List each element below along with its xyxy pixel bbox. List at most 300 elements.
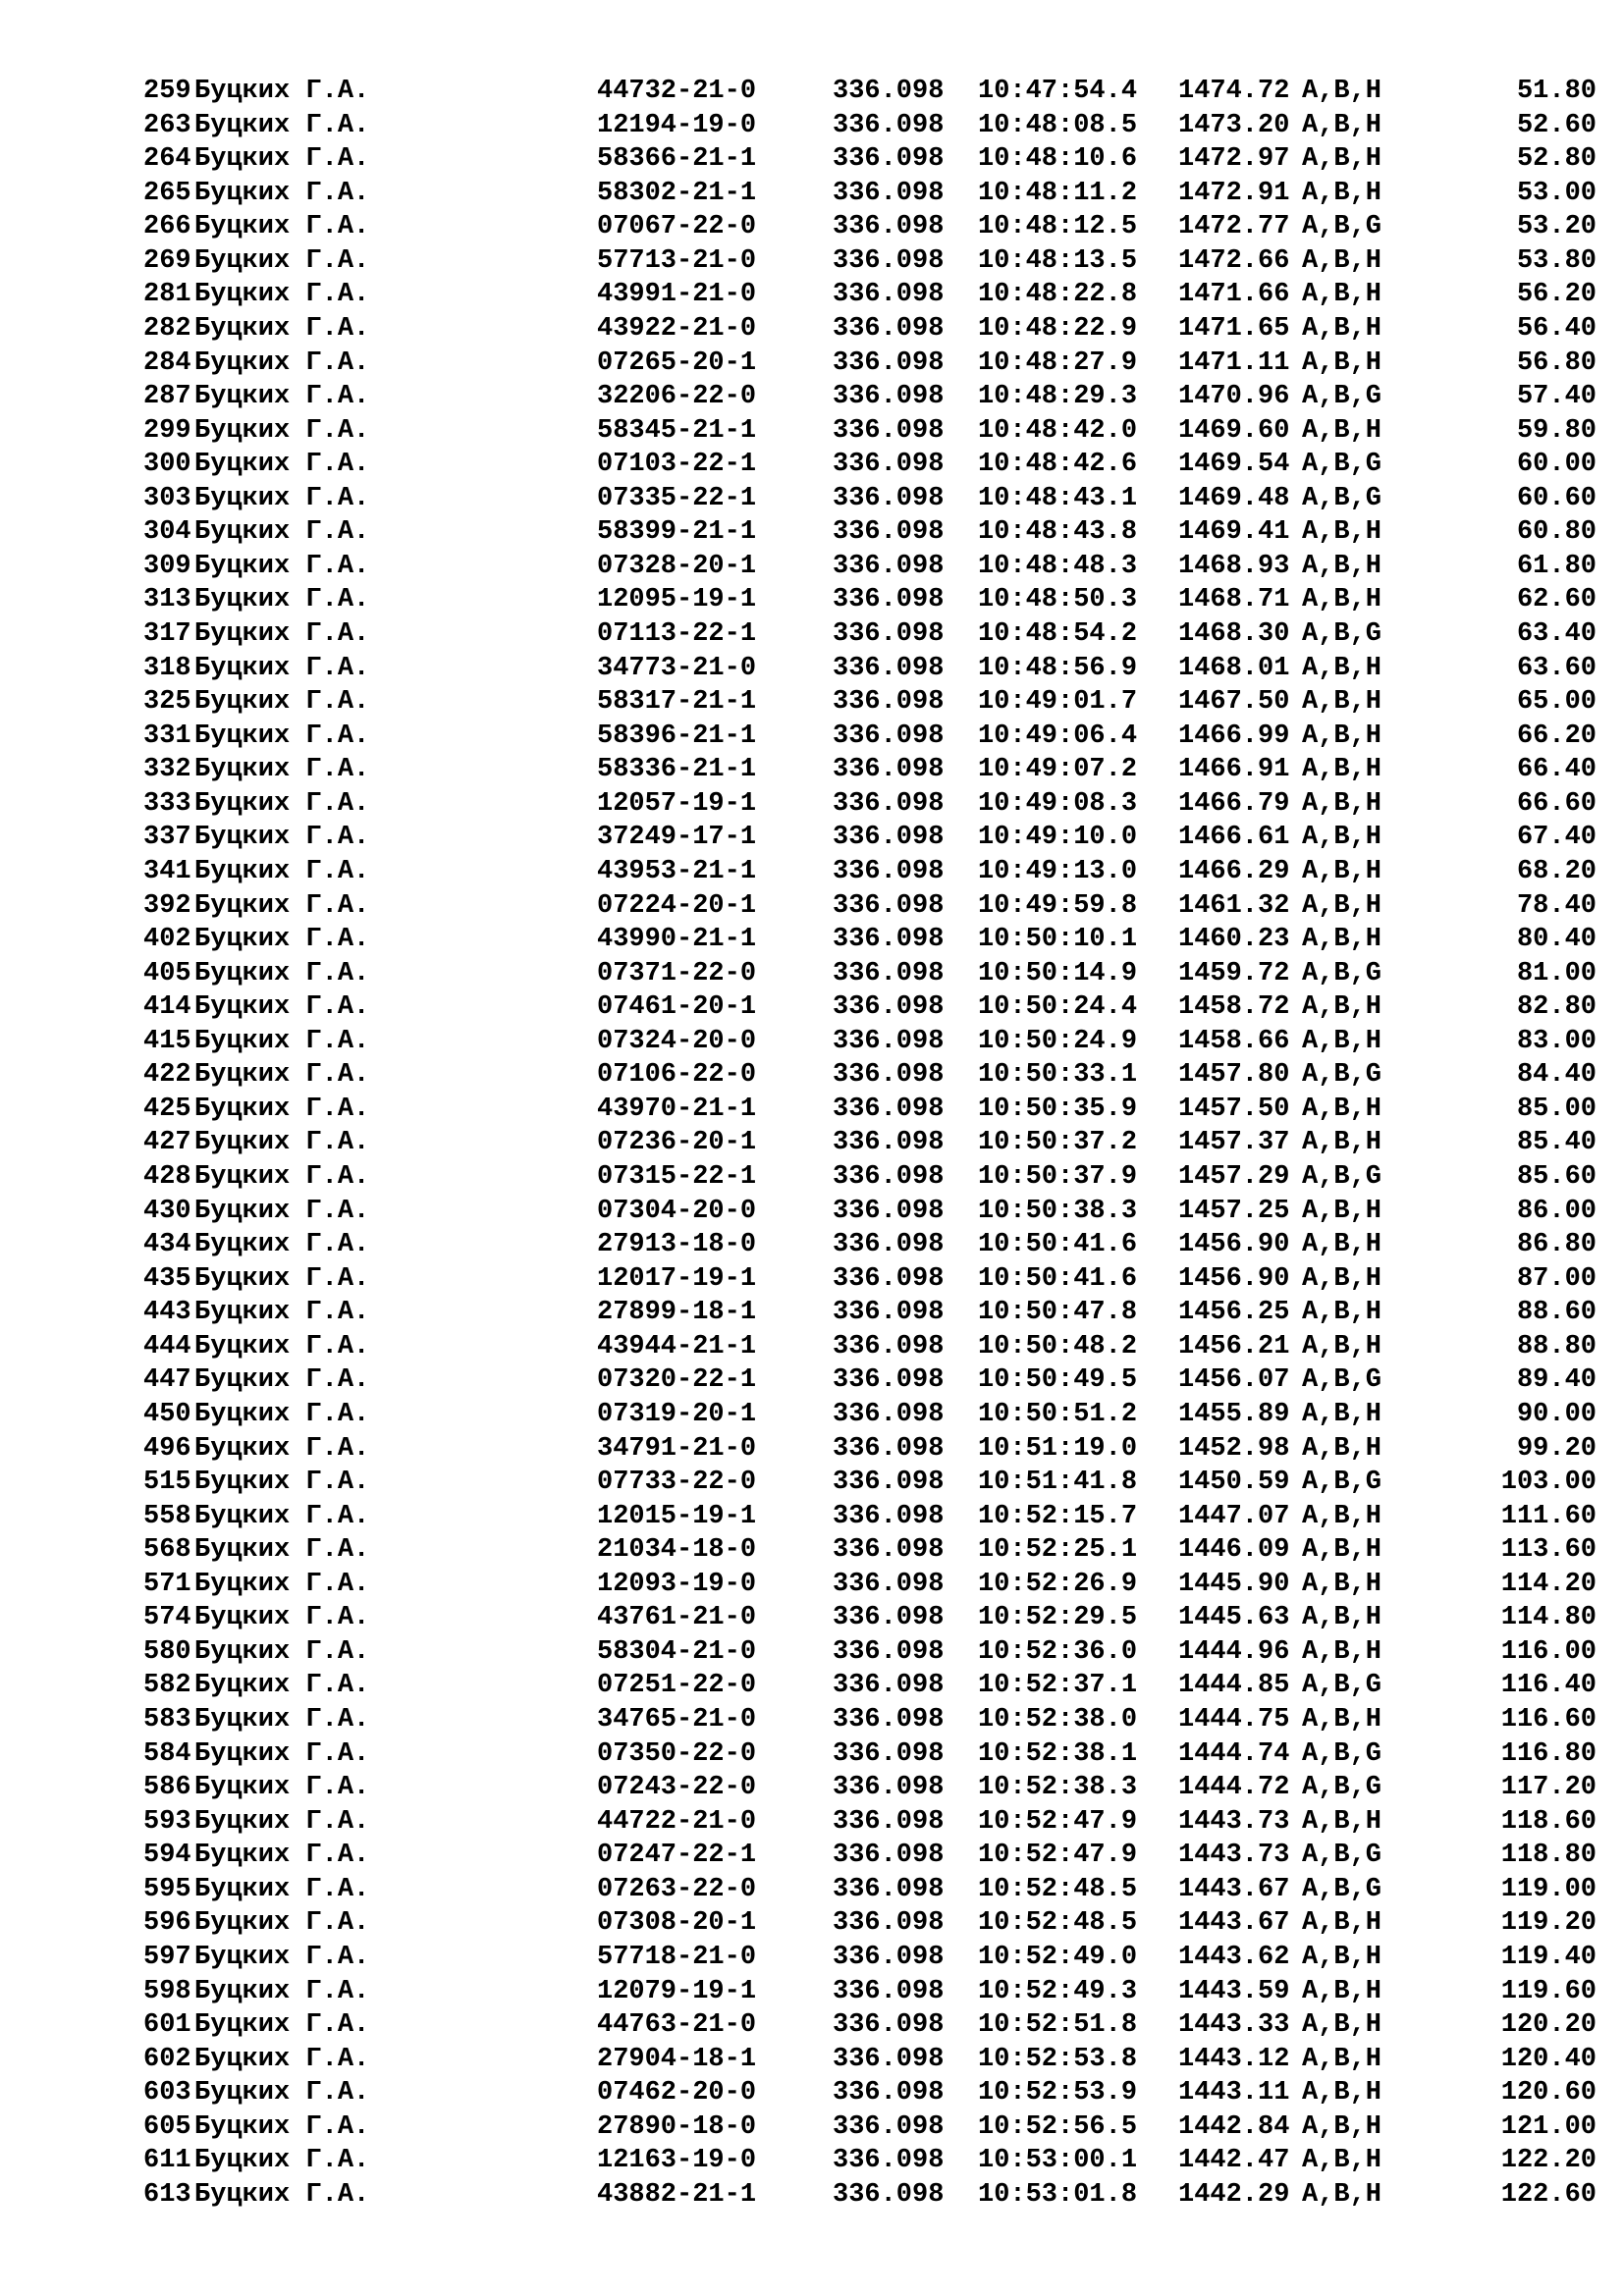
timestamp: 10:49:08.3 <box>978 788 1138 819</box>
result-value: 120.20 <box>1500 2010 1597 2041</box>
record-id: 12095-19-1 <box>597 585 757 615</box>
table-row <box>0 75 1624 109</box>
table-row <box>0 2043 1624 2077</box>
timestamp: 10:48:54.2 <box>978 619 1138 649</box>
observer-name: Буцких Г.А. <box>194 2111 370 2142</box>
flags: A,B,H <box>1302 653 1382 683</box>
flags: A,B,H <box>1302 1196 1382 1226</box>
record-id: 27899-18-1 <box>597 1298 757 1328</box>
observer-name: Буцких Г.А. <box>194 1738 370 1769</box>
flags: A,B,H <box>1302 1399 1382 1429</box>
measured-value: 1473.20 <box>1178 110 1290 140</box>
result-value: 60.00 <box>1516 450 1597 480</box>
observer-name: Буцких Г.А. <box>194 77 370 106</box>
observer-name: Буцких Г.А. <box>194 1365 370 1396</box>
flags: A,B,H <box>1302 2078 1382 2109</box>
measured-value: 1469.41 <box>1178 517 1290 548</box>
record-id: 32206-22-0 <box>597 382 757 412</box>
table-row <box>0 855 1624 889</box>
flags: A,B,H <box>1302 856 1382 886</box>
observer-name: Буцких Г.А. <box>194 415 370 446</box>
timestamp: 10:50:41.6 <box>978 1230 1138 1260</box>
row-number: 259 <box>143 77 191 106</box>
observer-name: Буцких Г.А. <box>194 1060 370 1091</box>
record-id: 34791-21-0 <box>597 1433 757 1464</box>
table-row <box>0 990 1624 1025</box>
table-row <box>0 1398 1624 1432</box>
row-number: 598 <box>143 1976 191 2006</box>
result-value: 103.00 <box>1500 1468 1597 1498</box>
measured-value: 1469.48 <box>1178 483 1290 513</box>
result-value: 121.00 <box>1500 2111 1597 2142</box>
table-row <box>0 1093 1624 1127</box>
flags: A,B,H <box>1302 2111 1382 2142</box>
frequency-code: 336.098 <box>833 415 945 446</box>
observer-name: Буцких Г.А. <box>194 1705 370 1735</box>
record-id: 43990-21-1 <box>597 925 757 955</box>
frequency-code: 336.098 <box>833 1263 945 1294</box>
result-value: 53.00 <box>1516 178 1597 208</box>
measured-value: 1445.90 <box>1178 1569 1290 1599</box>
record-id: 27913-18-0 <box>597 1230 757 1260</box>
flags: A,B,H <box>1302 1298 1382 1328</box>
measured-value: 1445.63 <box>1178 1603 1290 1633</box>
measured-value: 1446.09 <box>1178 1535 1290 1566</box>
frequency-code: 336.098 <box>833 1773 945 1803</box>
timestamp: 10:49:13.0 <box>978 856 1138 886</box>
result-value: 114.80 <box>1500 1603 1597 1633</box>
timestamp: 10:50:49.5 <box>978 1365 1138 1396</box>
timestamp: 10:48:22.9 <box>978 313 1138 344</box>
timestamp: 10:52:47.9 <box>978 1841 1138 1871</box>
record-id: 43991-21-0 <box>597 280 757 310</box>
row-number: 450 <box>143 1399 191 1429</box>
timestamp: 10:48:27.9 <box>978 347 1138 378</box>
table-row <box>0 414 1624 449</box>
measured-value: 1443.62 <box>1178 1942 1290 1972</box>
flags: A,B,G <box>1302 958 1382 988</box>
measured-value: 1472.77 <box>1178 212 1290 242</box>
record-id: 07106-22-0 <box>597 1060 757 1091</box>
table-row <box>0 1160 1624 1195</box>
flags: A,B,H <box>1302 415 1382 446</box>
timestamp: 10:49:07.2 <box>978 755 1138 785</box>
frequency-code: 336.098 <box>833 77 945 106</box>
flags: A,B,G <box>1302 619 1382 649</box>
result-value: 78.40 <box>1516 890 1597 921</box>
result-value: 57.40 <box>1516 382 1597 412</box>
observer-name: Буцких Г.А. <box>194 517 370 548</box>
observer-name: Буцких Г.А. <box>194 1433 370 1464</box>
result-value: 116.00 <box>1500 1636 1597 1667</box>
measured-value: 1443.67 <box>1178 1874 1290 1904</box>
measured-value: 1468.93 <box>1178 551 1290 581</box>
row-number: 264 <box>143 144 191 175</box>
record-id: 07265-20-1 <box>597 347 757 378</box>
timestamp: 10:49:01.7 <box>978 687 1138 718</box>
flags: A,B,H <box>1302 551 1382 581</box>
flags: A,B,H <box>1302 1230 1382 1260</box>
observer-name: Буцких Г.А. <box>194 788 370 819</box>
timestamp: 10:49:10.0 <box>978 823 1138 853</box>
record-id: 44732-21-0 <box>597 77 757 106</box>
row-number: 593 <box>143 1806 191 1837</box>
observer-name: Буцких Г.А. <box>194 178 370 208</box>
result-value: 88.60 <box>1516 1298 1597 1328</box>
observer-name: Буцких Г.А. <box>194 721 370 751</box>
record-id: 21034-18-0 <box>597 1535 757 1566</box>
table-row <box>0 787 1624 822</box>
observer-name: Буцких Г.А. <box>194 382 370 412</box>
table-row <box>0 1941 1624 1975</box>
frequency-code: 336.098 <box>833 687 945 718</box>
flags: A,B,G <box>1302 1738 1382 1769</box>
measured-value: 1444.75 <box>1178 1705 1290 1735</box>
result-value: 99.20 <box>1516 1433 1597 1464</box>
flags: A,B,H <box>1302 1026 1382 1056</box>
result-value: 63.40 <box>1516 619 1597 649</box>
timestamp: 10:50:10.1 <box>978 925 1138 955</box>
timestamp: 10:48:13.5 <box>978 245 1138 276</box>
flags: A,B,G <box>1302 1365 1382 1396</box>
frequency-code: 336.098 <box>833 755 945 785</box>
result-value: 118.60 <box>1500 1806 1597 1837</box>
row-number: 332 <box>143 755 191 785</box>
frequency-code: 336.098 <box>833 890 945 921</box>
flags: A,B,G <box>1302 1773 1382 1803</box>
flags: A,B,H <box>1302 1806 1382 1837</box>
result-value: 111.60 <box>1500 1501 1597 1531</box>
timestamp: 10:52:38.1 <box>978 1738 1138 1769</box>
table-row <box>0 109 1624 143</box>
frequency-code: 336.098 <box>833 450 945 480</box>
measured-value: 1469.54 <box>1178 450 1290 480</box>
frequency-code: 336.098 <box>833 347 945 378</box>
frequency-code: 336.098 <box>833 1806 945 1837</box>
record-id: 07371-22-0 <box>597 958 757 988</box>
observer-name: Буцких Г.А. <box>194 483 370 513</box>
row-number: 435 <box>143 1263 191 1294</box>
observer-name: Буцких Г.А. <box>194 1942 370 1972</box>
result-value: 86.00 <box>1516 1196 1597 1226</box>
observer-name: Буцких Г.А. <box>194 212 370 242</box>
timestamp: 10:52:15.7 <box>978 1501 1138 1531</box>
observer-name: Буцких Г.А. <box>194 450 370 480</box>
observer-name: Буцких Г.А. <box>194 1569 370 1599</box>
row-number: 583 <box>143 1705 191 1735</box>
flags: A,B,G <box>1302 450 1382 480</box>
table-row <box>0 957 1624 991</box>
timestamp: 10:49:59.8 <box>978 890 1138 921</box>
frequency-code: 336.098 <box>833 2146 945 2176</box>
record-id: 58366-21-1 <box>597 144 757 175</box>
result-value: 53.80 <box>1516 245 1597 276</box>
timestamp: 10:48:42.6 <box>978 450 1138 480</box>
result-value: 62.60 <box>1516 585 1597 615</box>
measured-value: 1442.47 <box>1178 2146 1290 2176</box>
table-row <box>0 448 1624 482</box>
row-number: 337 <box>143 823 191 853</box>
frequency-code: 336.098 <box>833 619 945 649</box>
timestamp: 10:50:35.9 <box>978 1094 1138 1124</box>
frequency-code: 336.098 <box>833 1705 945 1735</box>
frequency-code: 336.098 <box>833 653 945 683</box>
flags: A,B,H <box>1302 110 1382 140</box>
frequency-code: 336.098 <box>833 280 945 310</box>
measured-value: 1470.96 <box>1178 382 1290 412</box>
measured-value: 1456.90 <box>1178 1230 1290 1260</box>
row-number: 392 <box>143 890 191 921</box>
observer-name: Буцких Г.А. <box>194 619 370 649</box>
table-row <box>0 210 1624 244</box>
row-number: 318 <box>143 653 191 683</box>
measured-value: 1456.90 <box>1178 1263 1290 1294</box>
row-number: 299 <box>143 415 191 446</box>
record-id: 58336-21-1 <box>597 755 757 785</box>
row-number: 309 <box>143 551 191 581</box>
frequency-code: 336.098 <box>833 1841 945 1871</box>
result-value: 122.60 <box>1500 2179 1597 2210</box>
observer-name: Буцких Г.А. <box>194 245 370 276</box>
measured-value: 1467.50 <box>1178 687 1290 718</box>
observer-name: Буцких Г.А. <box>194 2078 370 2109</box>
flags: A,B,H <box>1302 1128 1382 1158</box>
measured-value: 1444.96 <box>1178 1636 1290 1667</box>
record-id: 07304-20-0 <box>597 1196 757 1226</box>
frequency-code: 336.098 <box>833 1230 945 1260</box>
table-row <box>0 380 1624 414</box>
timestamp: 10:48:42.0 <box>978 415 1138 446</box>
flags: A,B,G <box>1302 1671 1382 1701</box>
measured-value: 1444.72 <box>1178 1773 1290 1803</box>
flags: A,B,G <box>1302 1060 1382 1091</box>
row-number: 427 <box>143 1128 191 1158</box>
result-value: 85.40 <box>1516 1128 1597 1158</box>
timestamp: 10:50:24.9 <box>978 1026 1138 1056</box>
result-value: 56.20 <box>1516 280 1597 310</box>
observer-name: Буцких Г.А. <box>194 687 370 718</box>
observer-name: Буцких Г.А. <box>194 1230 370 1260</box>
flags: A,B,H <box>1302 1976 1382 2006</box>
table-row <box>0 1262 1624 1297</box>
result-value: 61.80 <box>1516 551 1597 581</box>
row-number: 317 <box>143 619 191 649</box>
row-number: 263 <box>143 110 191 140</box>
observer-name: Буцких Г.А. <box>194 823 370 853</box>
frequency-code: 336.098 <box>833 483 945 513</box>
row-number: 284 <box>143 347 191 378</box>
result-value: 120.60 <box>1500 2078 1597 2109</box>
frequency-code: 336.098 <box>833 2044 945 2074</box>
timestamp: 10:48:29.3 <box>978 382 1138 412</box>
row-number: 269 <box>143 245 191 276</box>
record-id: 07335-22-1 <box>597 483 757 513</box>
measured-value: 1458.66 <box>1178 1026 1290 1056</box>
table-row <box>0 2110 1624 2145</box>
result-value: 66.40 <box>1516 755 1597 785</box>
table-row <box>0 1635 1624 1670</box>
result-value: 116.80 <box>1500 1738 1597 1769</box>
table-row <box>0 753 1624 787</box>
measured-value: 1466.29 <box>1178 856 1290 886</box>
measured-value: 1450.59 <box>1178 1468 1290 1498</box>
measured-value: 1442.29 <box>1178 2179 1290 2210</box>
row-number: 602 <box>143 2044 191 2074</box>
result-value: 60.60 <box>1516 483 1597 513</box>
measured-value: 1443.33 <box>1178 2010 1290 2041</box>
result-value: 82.80 <box>1516 992 1597 1023</box>
observer-name: Буцких Г.А. <box>194 1298 370 1328</box>
flags: A,B,G <box>1302 212 1382 242</box>
result-value: 89.40 <box>1516 1365 1597 1396</box>
flags: A,B,H <box>1302 1331 1382 1362</box>
measured-value: 1456.21 <box>1178 1331 1290 1362</box>
flags: A,B,H <box>1302 517 1382 548</box>
frequency-code: 336.098 <box>833 110 945 140</box>
table-row <box>0 1466 1624 1500</box>
result-value: 84.40 <box>1516 1060 1597 1091</box>
result-value: 63.60 <box>1516 653 1597 683</box>
flags: A,B,H <box>1302 788 1382 819</box>
record-id: 43882-21-1 <box>597 2179 757 2210</box>
measured-value: 1459.72 <box>1178 958 1290 988</box>
table-row <box>0 1873 1624 1907</box>
observer-name: Буцких Г.А. <box>194 958 370 988</box>
observer-name: Буцких Г.А. <box>194 313 370 344</box>
result-value: 122.20 <box>1500 2146 1597 2176</box>
measured-value: 1455.89 <box>1178 1399 1290 1429</box>
result-value: 120.40 <box>1500 2044 1597 2074</box>
measured-value: 1456.25 <box>1178 1298 1290 1328</box>
record-id: 07328-20-1 <box>597 551 757 581</box>
measured-value: 1472.66 <box>1178 245 1290 276</box>
timestamp: 10:48:12.5 <box>978 212 1138 242</box>
row-number: 515 <box>143 1468 191 1498</box>
record-id: 07319-20-1 <box>597 1399 757 1429</box>
row-number: 313 <box>143 585 191 615</box>
timestamp: 10:51:41.8 <box>978 1468 1138 1498</box>
observer-name: Буцких Г.А. <box>194 1976 370 2006</box>
measured-value: 1471.65 <box>1178 313 1290 344</box>
frequency-code: 336.098 <box>833 178 945 208</box>
record-id: 07320-22-1 <box>597 1365 757 1396</box>
table-row <box>0 142 1624 177</box>
observer-name: Буцких Г.А. <box>194 2010 370 2041</box>
row-number: 325 <box>143 687 191 718</box>
record-id: 07733-22-0 <box>597 1468 757 1498</box>
observer-name: Буцких Г.А. <box>194 653 370 683</box>
flags: A,B,G <box>1302 1841 1382 1871</box>
flags: A,B,H <box>1302 1705 1382 1735</box>
measured-value: 1457.25 <box>1178 1196 1290 1226</box>
frequency-code: 336.098 <box>833 1671 945 1701</box>
timestamp: 10:52:49.3 <box>978 1976 1138 2006</box>
record-id: 57713-21-0 <box>597 245 757 276</box>
observer-name: Буцких Г.А. <box>194 2179 370 2210</box>
measured-value: 1456.07 <box>1178 1365 1290 1396</box>
measured-value: 1466.79 <box>1178 788 1290 819</box>
timestamp: 10:48:10.6 <box>978 144 1138 175</box>
timestamp: 10:50:33.1 <box>978 1060 1138 1091</box>
flags: A,B,H <box>1302 2010 1382 2041</box>
row-number: 596 <box>143 1908 191 1939</box>
observer-name: Буцких Г.А. <box>194 755 370 785</box>
flags: A,B,H <box>1302 1569 1382 1599</box>
timestamp: 10:53:00.1 <box>978 2146 1138 2176</box>
row-number: 341 <box>143 856 191 886</box>
timestamp: 10:50:41.6 <box>978 1263 1138 1294</box>
table-row <box>0 1126 1624 1160</box>
row-number: 447 <box>143 1365 191 1396</box>
frequency-code: 336.098 <box>833 1501 945 1531</box>
result-value: 119.40 <box>1500 1942 1597 1972</box>
row-number: 434 <box>143 1230 191 1260</box>
result-value: 118.80 <box>1500 1841 1597 1871</box>
observer-name: Буцких Г.А. <box>194 2044 370 2074</box>
table-row <box>0 1669 1624 1703</box>
frequency-code: 336.098 <box>833 1128 945 1158</box>
measured-value: 1472.91 <box>1178 178 1290 208</box>
flags: A,B,H <box>1302 1501 1382 1531</box>
result-value: 56.40 <box>1516 313 1597 344</box>
measured-value: 1457.50 <box>1178 1094 1290 1124</box>
row-number: 414 <box>143 992 191 1023</box>
timestamp: 10:50:48.2 <box>978 1331 1138 1362</box>
timestamp: 10:52:29.5 <box>978 1603 1138 1633</box>
record-id: 07103-22-1 <box>597 450 757 480</box>
row-number: 333 <box>143 788 191 819</box>
table-row <box>0 1228 1624 1262</box>
timestamp: 10:48:56.9 <box>978 653 1138 683</box>
result-value: 90.00 <box>1516 1399 1597 1429</box>
flags: A,B,H <box>1302 1263 1382 1294</box>
frequency-code: 336.098 <box>833 551 945 581</box>
frequency-code: 336.098 <box>833 925 945 955</box>
row-number: 595 <box>143 1874 191 1904</box>
flags: A,B,G <box>1302 1162 1382 1192</box>
measured-value: 1457.37 <box>1178 1128 1290 1158</box>
row-number: 574 <box>143 1603 191 1633</box>
record-id: 12194-19-0 <box>597 110 757 140</box>
row-number: 430 <box>143 1196 191 1226</box>
row-number: 611 <box>143 2146 191 2176</box>
row-number: 582 <box>143 1671 191 1701</box>
frequency-code: 336.098 <box>833 992 945 1023</box>
row-number: 281 <box>143 280 191 310</box>
timestamp: 10:52:37.1 <box>978 1671 1138 1701</box>
measured-value: 1474.72 <box>1178 77 1290 106</box>
timestamp: 10:50:38.3 <box>978 1196 1138 1226</box>
result-value: 60.80 <box>1516 517 1597 548</box>
row-number: 444 <box>143 1331 191 1362</box>
observer-name: Буцких Г.А. <box>194 1399 370 1429</box>
observer-name: Буцких Г.А. <box>194 1636 370 1667</box>
record-id: 27890-18-0 <box>597 2111 757 2142</box>
flags: A,B,H <box>1302 2146 1382 2176</box>
timestamp: 10:52:56.5 <box>978 2111 1138 2142</box>
result-value: 119.60 <box>1500 1976 1597 2006</box>
measured-value: 1457.80 <box>1178 1060 1290 1091</box>
result-value: 80.40 <box>1516 925 1597 955</box>
result-value: 83.00 <box>1516 1026 1597 1056</box>
result-value: 87.00 <box>1516 1263 1597 1294</box>
flags: A,B,H <box>1302 280 1382 310</box>
timestamp: 10:53:01.8 <box>978 2179 1138 2210</box>
timestamp: 10:48:11.2 <box>978 178 1138 208</box>
observer-name: Буцких Г.А. <box>194 1196 370 1226</box>
measured-value: 1452.98 <box>1178 1433 1290 1464</box>
frequency-code: 336.098 <box>833 1874 945 1904</box>
